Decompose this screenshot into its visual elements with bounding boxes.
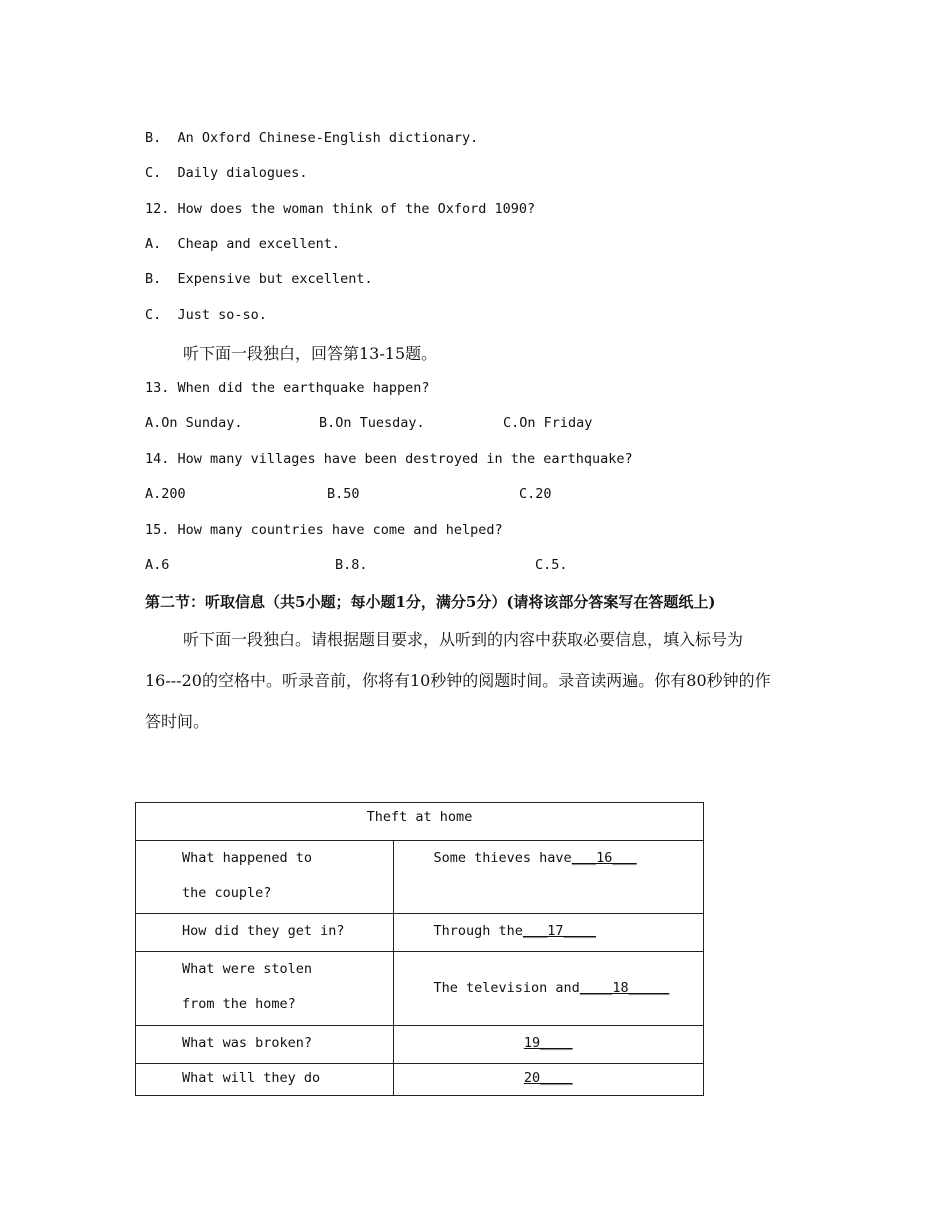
q11-option-b: B. An Oxford Chinese-English dictionary. — [145, 130, 479, 146]
question-line-1: What happened to — [182, 850, 313, 866]
q15-option-a: A.6 — [145, 557, 170, 573]
q12-option-c: C. Just so-so. — [145, 307, 267, 323]
q13-question: 13. When did the earthquake happen? — [145, 380, 430, 396]
answer-prefix: Some thieves have — [433, 850, 572, 866]
q14-option-a: A.200 — [145, 486, 186, 502]
q12-option-a: A. Cheap and excellent. — [145, 236, 341, 252]
table-row — [136, 1064, 704, 1096]
answer-prefix: The television and — [433, 980, 580, 996]
table-row — [136, 952, 704, 1026]
question-line-1: What was broken? — [182, 1035, 313, 1051]
q13-option-c: C.On Friday — [503, 415, 593, 431]
answer-prefix: Through the — [433, 923, 523, 939]
table-row — [136, 914, 704, 952]
q12-option-b: B. Expensive but excellent. — [145, 271, 373, 287]
answer-blank-16: ___16___ — [571, 850, 637, 866]
section2-instruction-line2: 16---20的空格中。听录音前，你将有10秒钟的阅题时间。录音读两遍。你有80秒钟的作 — [145, 671, 771, 690]
question-line-2: the couple? — [182, 885, 272, 901]
table-answer-cell — [393, 914, 703, 952]
theft-at-home-table — [135, 802, 704, 1096]
table-answer-cell — [393, 1026, 703, 1064]
table-question-cell — [136, 1064, 394, 1096]
q11-option-c: C. Daily dialogues. — [145, 165, 308, 181]
table-title: Theft at home — [136, 803, 704, 841]
question-line-1: What will they do — [182, 1070, 321, 1086]
answer-blank-18: ____18_____ — [579, 980, 670, 996]
section2-heading: 第二节：听取信息（共5小题；每小题1分，满分5分）(请将该部分答案写在答题纸上) — [145, 593, 716, 611]
table-row — [136, 1026, 704, 1064]
question-line-1: What were stolen — [182, 961, 313, 977]
q13-option-a: A.On Sunday. — [145, 415, 243, 431]
table-question-cell — [136, 952, 394, 1026]
table-question-cell — [136, 841, 394, 914]
section2-instruction-line1: 听下面一段独白。请根据题目要求，从听到的内容中获取必要信息，填入标号为 — [183, 630, 744, 649]
q15-question: 15. How many countries have come and helped? — [145, 522, 503, 538]
q15-option-c: C.5. — [535, 557, 568, 573]
q14-option-b: B.50 — [327, 486, 360, 502]
table-question-cell — [136, 1026, 394, 1064]
q13-option-b: B.On Tuesday. — [319, 415, 425, 431]
q12-question: 12. How does the woman think of the Oxford 1090? — [145, 201, 536, 217]
table-answer-cell — [393, 1064, 703, 1096]
answer-blank-17: ___17____ — [522, 923, 597, 939]
section2-instruction-line3: 答时间。 — [145, 712, 210, 731]
question-line-2: from the home? — [182, 996, 296, 1012]
answer-blank-20: 20____ — [523, 1070, 573, 1086]
table-question-cell — [136, 914, 394, 952]
q14-question: 14. How many villages have been destroyed in the earthquake? — [145, 451, 633, 467]
question-line-1: How did they get in? — [182, 923, 345, 939]
answer-blank-19: 19____ — [523, 1035, 573, 1051]
table-row — [136, 841, 704, 914]
monologue-intro: 听下面一段独白，回答第13-15题。 — [183, 344, 438, 363]
q14-option-c: C.20 — [519, 486, 552, 502]
q15-option-b: B.8. — [335, 557, 368, 573]
table-answer-cell — [393, 952, 703, 1026]
table-answer-cell — [393, 841, 703, 914]
